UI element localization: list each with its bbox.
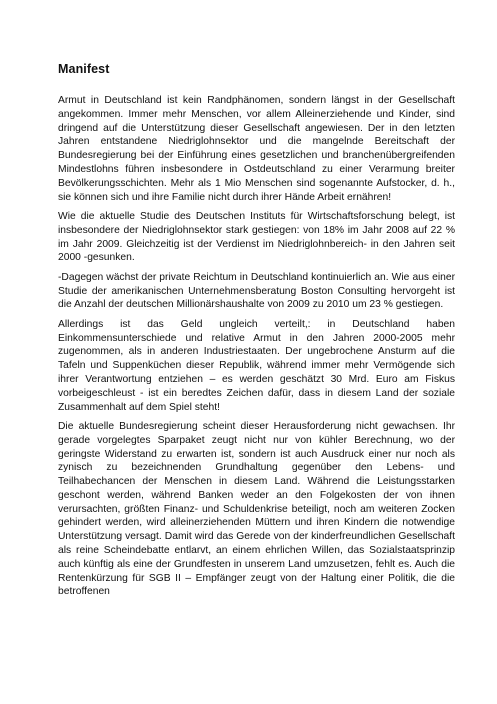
- paragraph-armut: Armut in Deutschland ist kein Randphänomen, sondern längst in der Gesellschaft angekommen. Immer mehr Menschen, vor allem Alleinerziehende und Kinder, sind dringend auf die Unterstützung dieser Gesellschaft angewiesen. Der in den letzten Jahren entstandene Niedriglohnsektor und die mangelnde Bereitschaft der Bundesregierung bei der Einführung eines gesetzlichen und branchenübergreifenden Mindestlohns führen insbesondere in Ostdeutschland zu einer Verarmung breiter Bevölkerungsschichten. Mehr als 1 Mio Menschen sind sogenannte Aufstocker, d. h., sie können sich und ihre Familie nicht durch ihrer Hände Arbeit ernähren!: [58, 95, 455, 203]
- paragraph-reichtum: -Dagegen wächst der private Reichtum in Deutschland kontinuierlich an. Wie aus einer Studie der amerikanischen Unternehmensberatung Boston Consulting hervorgeht ist die Anzahl der deutschen Millionärshaushalte von 2009 zu 2010 um 23 % gestiegen.: [58, 271, 455, 311]
- paragraph-studie-diw: Wie die aktuelle Studie des Deutschen Instituts für Wirtschaftsforschung belegt, ist insbesondere der Niedriglohnsektor stark gestiegen: von 18% im Jahr 2008 auf 22 % im Jahr 2009. Gleichzeitig ist der Verdienst im Niedriglohnbereich- in den Jahren seit 2000 -gesunken.: [58, 210, 455, 264]
- paragraph-ungleich-verteilt: Allerdings ist das Geld ungleich verteilt,: in Deutschland haben Einkommensunterschiede und relative Armut in den Jahren 2000-2005 mehr zugenommen, als in anderen Industriestaaten. Der ungebrochene Ansturm auf die Tafeln und Suppenküchen dieser Republik, während immer mehr Vermögende sich ihrer Verantwortung entziehen – es werden geschätzt 30 Mrd. Euro am Fiskus vorbeigeschleust - ist ein beredtes Zeichen dafür, dass in diesem Land der soziale Zusammenhalt auf dem Spiel steht!: [58, 318, 455, 413]
- paragraph-bundesregierung: Die aktuelle Bundesregierung scheint dieser Herausforderung nicht gewachsen. Ihr gerade vorgelegtes Sparpaket zeugt nicht nur von kühler Berechnung, wo der geringste Widerstand zu erwarten ist, sondern ist auch Ausdruck einer nur noch als zynisch zu bezeichnenden Grundhaltung gegenüber den Lebens- und Teilhabechancen der Menschen in diesem Land. Während die Leistungsstarken geschont werden, während Banken weder an den Folgekosten der von ihnen verursachten, größten Finanz- und Schuldenkrise beteiligt, noch am weiteren Zocken gehindert werden, wird alleinerziehenden Müttern und ihren Kindern die notwendige Unterstützung versagt. Damit wird das Gerede von der kinderfreundlichen Gesellschaft als reine Scheindebatte entlarvt, an einem ehrlichen Willen, das Sozialstaatsprinzip auch künftig als eine der Grundfesten in unserem Land umzusetzen, fehlt es. Auch die Rentenkürzung für SGB II – Empfänger zeugt von der Haltung einer Politik, die die betroffenen: [58, 420, 455, 598]
- document-title: Manifest: [58, 62, 110, 76]
- document-body: [58, 94, 455, 605]
